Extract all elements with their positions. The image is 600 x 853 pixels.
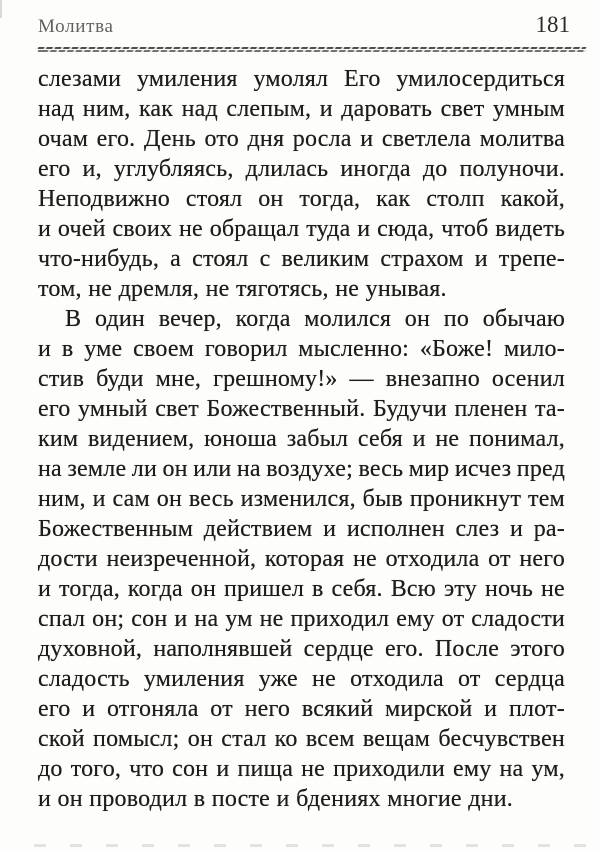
text-line: и очей своих не обращал туда и сюда, чтоб видеть: [38, 216, 565, 242]
page-number: 181: [535, 12, 570, 37]
text-line: его и, углубляясь, длилась иногда до полуночи.: [38, 156, 565, 182]
text-line: и в уме своем говорил мысленно: «Боже! мило-: [38, 336, 565, 362]
page-header: [38, 12, 570, 38]
text-line: его умный свет Божественный. Будучи пленен та-: [38, 396, 565, 422]
text-line: и он проводил в посте и бдениях многие дни.: [38, 786, 513, 812]
text-line: стив буди мне, грешному!» — внезапно осенил: [38, 366, 565, 392]
text-line: очам его. День ото дня росла и светлела молитва: [38, 126, 565, 152]
text-line: и тогда, когда он пришел в себя. Всю эту ночь не: [38, 576, 565, 602]
text-line: над ним, как над слепым, и даровать свет умным: [38, 96, 565, 122]
scan-edge-artifact: [0, 0, 2, 18]
text-line: духовной, наполнявшей сердце его. После этого: [38, 636, 565, 662]
text-line: на земле ли он или на воздухе; весь мир исчез пред: [38, 456, 565, 482]
text-line: спал он; сон и на ум не приходил ему от сладости: [38, 606, 565, 632]
text-line: ской помысл; он стал ко всем вещам бесчувствен: [38, 726, 565, 752]
text-line: слезами умиления умолял Его умилосердиться: [38, 66, 565, 92]
text-line: его и отгоняла от него всякий мирской и плот-: [38, 696, 565, 722]
text-block: [38, 66, 565, 816]
text-line: дости неизреченной, которая не отходила от него: [38, 546, 565, 572]
text-line: В один вечер, когда молился он по обычаю: [65, 306, 565, 332]
text-line: Божественным действием и исполнен слез и ра-: [38, 516, 565, 542]
bottom-dashed-rule: [34, 844, 588, 847]
text-line: что-нибудь, а стоял с великим страхом и трепе-: [38, 246, 565, 272]
running-title: Молитва: [38, 16, 114, 37]
text-line: сладость умиления уже не отходила от сердца: [38, 666, 565, 692]
text-line: ким видением, юноша забыл себя и не понимал,: [38, 426, 565, 452]
text-line: том, не дремля, не тяготясь, не унывая.: [38, 276, 447, 302]
header-dashed-rule: [38, 47, 586, 52]
text-line: ним, и сам он весь изменился, быв проникнут тем: [38, 486, 565, 512]
text-line: до того, что сон и пища не приходили ему на ум,: [38, 756, 565, 782]
text-line: Неподвижно стоял он тогда, как столп какой,: [38, 186, 565, 212]
